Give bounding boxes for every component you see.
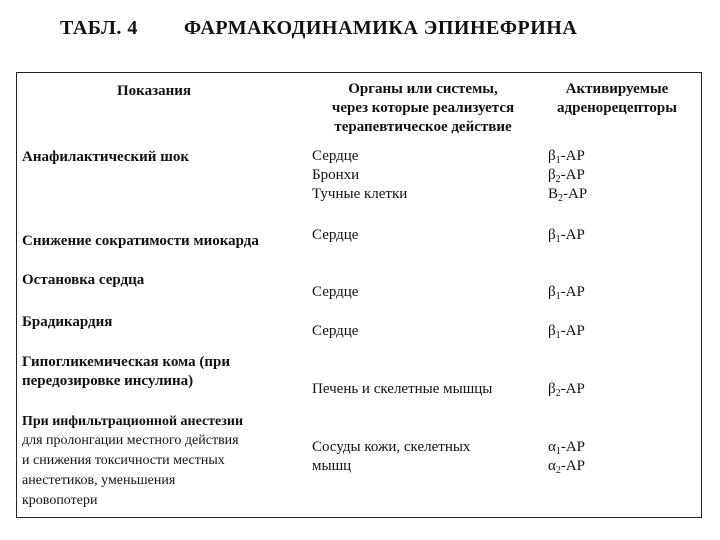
indication-hypoglycemic-coma-line-1: Гипогликемическая кома (при [22, 354, 231, 370]
indication-anesthesia-line-4: анестетиков, уменьшения [22, 473, 176, 488]
receptor-item: $В_2-АР$ [548, 186, 588, 204]
page-title: ФАРМАКОДИНАМИКА ЭПИНЕФРИНА [184, 17, 578, 39]
receptor-item: $\alpha_1-АР$ [548, 439, 586, 457]
table-number: ТАБЛ. 4 [60, 17, 138, 39]
receptor-item: $\beta_2-АР$ [548, 381, 585, 399]
indication-myocardial-contractility: Снижение сократимости миокарда [22, 233, 259, 249]
header-receptors-line-1: Активируемые [565, 81, 669, 97]
receptor-item: $\beta_1-АР$ [548, 284, 585, 302]
organ-skin-vessels-line-2: мышц [312, 458, 352, 474]
organ-bronchi: Бронхи [312, 167, 360, 183]
indication-bradycardia: Брадикардия [22, 314, 113, 330]
organ-heart: Сердце [312, 284, 359, 300]
indication-anesthesia-line-1: При инфильтрационной анестезии [22, 414, 244, 429]
receptor-item: $\beta_2-АР$ [548, 167, 585, 185]
indication-anesthesia-line-5: кровопотери [22, 493, 98, 508]
indication-anaphylactic-shock: Анафилактический шок [22, 149, 190, 165]
header-receptors-line-2: адренорецепторы [557, 100, 677, 116]
receptor-item: $\beta_1-АР$ [548, 227, 585, 245]
organ-skin-vessels-line-1: Сосуды кожи, скелетных [312, 439, 471, 455]
organ-heart: Сердце [312, 227, 359, 243]
header-organs-line-1: Органы или системы, [348, 81, 498, 97]
indication-cardiac-arrest: Остановка сердца [22, 272, 145, 288]
header-organs-line-2: через которые реализуется [331, 100, 515, 116]
indication-hypoglycemic-coma-line-2: передозировке инсулина) [22, 373, 194, 389]
receptor-item: $\beta_1-АР$ [548, 323, 585, 341]
organ-heart: Сердце [312, 148, 359, 164]
receptor-item: $\beta_1-АР$ [548, 148, 585, 166]
header-organs-line-3: терапевтическое действие [334, 119, 512, 135]
indication-anesthesia-line-3: и снижения токсичности местных [22, 453, 225, 468]
organ-mast-cells: Тучные клетки [312, 186, 408, 202]
receptor-item: $\alpha_2-АР$ [548, 458, 586, 476]
organ-heart: Сердце [312, 323, 359, 339]
indication-anesthesia-line-2: для пролонгации местного действия [22, 433, 239, 448]
organ-liver-muscles: Печень и скелетные мышцы [312, 381, 493, 397]
header-indications: Показания [117, 83, 192, 99]
